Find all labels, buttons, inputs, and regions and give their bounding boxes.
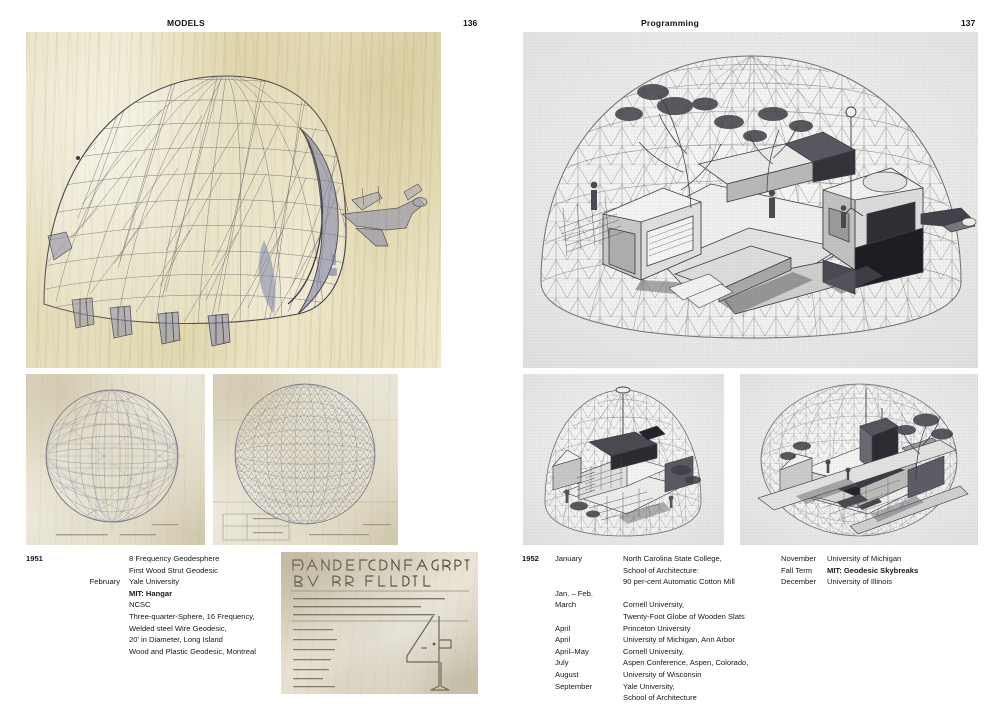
- caption-year: [522, 657, 555, 669]
- running-head-left: MODELS: [167, 18, 205, 28]
- caption-year: [522, 611, 555, 623]
- caption-what: University of Michigan: [827, 554, 902, 563]
- caption-what: Yale University: [129, 577, 180, 587]
- caption-row: [26, 553, 276, 565]
- caption-when: February: [89, 577, 120, 587]
- caption-row: [781, 576, 991, 588]
- caption-when: [72, 611, 129, 623]
- caption-row: [26, 623, 276, 635]
- caption-row: [522, 692, 772, 704]
- caption-year: [26, 611, 72, 623]
- caption-what: University of Wisconsin: [623, 669, 702, 679]
- caption-when: [72, 599, 129, 611]
- caption-year: [26, 646, 72, 658]
- caption-when: [555, 692, 623, 704]
- caption-year: [26, 599, 72, 611]
- caption-row: [522, 634, 772, 646]
- caption-when: [72, 623, 129, 635]
- caption-when: April: [555, 623, 571, 633]
- caption-year: [26, 576, 72, 588]
- caption-what: 90 per-cent Automatic Cotton Mill: [623, 577, 735, 587]
- caption-row: [26, 588, 276, 600]
- dome-study-a-linework: [523, 374, 724, 545]
- caption-when: April–May: [555, 646, 589, 656]
- caption-when: [72, 553, 129, 565]
- caption-what: Aspen Conference, Aspen, Colorado,: [623, 658, 749, 668]
- plate-geodesic-dome-over-garden-house: [523, 32, 978, 368]
- caption-year: [522, 623, 555, 635]
- caption-when: November: [781, 554, 817, 563]
- caption-row: [522, 565, 772, 577]
- caption-what: School of Architecture:: [623, 565, 699, 575]
- caption-what: Yale University,: [623, 681, 675, 691]
- caption-row: [26, 565, 276, 577]
- caption-when: Fall Term: [781, 565, 813, 575]
- caption-year: [522, 646, 555, 658]
- caption-when: September: [555, 681, 593, 691]
- caption-row: [522, 657, 772, 669]
- caption-what: NCSC: [129, 600, 151, 610]
- caption-what: Twenty-Foot Globe of Wooden Slats: [623, 611, 745, 621]
- caption-row: [522, 681, 772, 693]
- caption-what: First Wood Strut Geodesic: [129, 565, 218, 575]
- caption-row: [522, 623, 772, 635]
- caption-what: MIT: Hangar: [129, 588, 173, 598]
- caption-row: [26, 646, 276, 658]
- folio-left: 136: [463, 18, 478, 28]
- caption-row: [26, 576, 276, 588]
- caption-when: July: [555, 658, 569, 668]
- caption-when: March: [555, 600, 577, 610]
- caption-what: Cornell University,: [623, 600, 685, 610]
- caption-when: [555, 611, 623, 623]
- caption-year: [522, 669, 555, 681]
- plate-patent-and-copyright-sheet: [281, 552, 478, 694]
- caption-when: Jan. – Feb.: [555, 588, 593, 598]
- caption-when: December: [781, 577, 817, 587]
- caption-year: [26, 634, 72, 646]
- caption-right-page-column-1: [522, 553, 772, 704]
- caption-what: 8 Frequency Geodesphere: [129, 554, 220, 563]
- caption-year: [26, 565, 72, 577]
- plate-geodesic-sphere-drawing-b: [213, 374, 398, 545]
- caption-what: MIT: Geodesic Skybreaks: [827, 565, 919, 575]
- caption-year: [522, 634, 555, 646]
- dome-hangar-linework: [26, 32, 441, 368]
- sphere-a-linework: [26, 374, 205, 545]
- running-head-right: Programming: [641, 18, 700, 28]
- plate-geodesic-sphere-drawing-a: [26, 374, 205, 545]
- caption-what: School of Architecture: [623, 693, 697, 703]
- caption-what: [623, 588, 772, 600]
- plate-geodesic-dome-interior-study-a: [523, 374, 724, 545]
- caption-year: [522, 681, 555, 693]
- dome-study-b-linework: [740, 374, 978, 545]
- caption-when: January: [555, 554, 583, 563]
- caption-row: [522, 576, 772, 588]
- caption-what: 20' in Diameter, Long Island: [129, 635, 223, 645]
- plate-geodesic-dome-interior-study-b: [740, 374, 978, 545]
- caption-year: 1951: [26, 554, 43, 563]
- caption-when: [555, 565, 623, 577]
- caption-row: [522, 553, 772, 565]
- caption-row: [26, 611, 276, 623]
- caption-right-page-column-2: [781, 553, 991, 588]
- caption-what: Three-quarter-Sphere, 16 Frequency,: [129, 611, 255, 621]
- caption-year: [522, 599, 555, 611]
- caption-row: [522, 669, 772, 681]
- caption-row: [522, 611, 772, 623]
- caption-year: [522, 576, 555, 588]
- caption-when: August: [555, 669, 579, 679]
- caption-row: [26, 599, 276, 611]
- caption-what: Wood and Plastic Geodesic, Montreal: [129, 646, 256, 656]
- caption-when: [72, 565, 129, 577]
- dome-garden-linework: [523, 32, 978, 368]
- caption-when: [72, 634, 129, 646]
- caption-row: [26, 634, 276, 646]
- caption-what: University of Michigan, Ann Arbor: [623, 635, 735, 645]
- caption-when: [72, 646, 129, 658]
- caption-year: 1952: [522, 554, 539, 563]
- caption-year: [522, 565, 555, 577]
- caption-row: [522, 646, 772, 658]
- caption-row: [781, 565, 991, 577]
- caption-year: [26, 623, 72, 635]
- caption-what: Welded steel Wire Geodesic,: [129, 623, 227, 633]
- caption-what: North Carolina State College,: [623, 554, 722, 563]
- caption-year: [522, 692, 555, 704]
- caption-row: [522, 599, 772, 611]
- caption-what: Princeton University: [623, 623, 691, 633]
- caption-row: [522, 588, 772, 600]
- caption-when: April: [555, 635, 571, 645]
- plate-geodesic-dome-hangar-drawing: [26, 32, 441, 368]
- sphere-b-linework: [213, 374, 398, 545]
- caption-left-page: [26, 553, 276, 657]
- caption-year: [522, 588, 555, 600]
- caption-year: [26, 588, 72, 600]
- patent-sheet-handwriting: [281, 552, 478, 694]
- caption-row: [781, 553, 991, 565]
- folio-right: 137: [961, 18, 976, 28]
- caption-what: University of Illinois: [827, 577, 892, 587]
- caption-when: [72, 588, 129, 600]
- caption-when: [555, 576, 623, 588]
- caption-what: Cornell University,: [623, 646, 685, 656]
